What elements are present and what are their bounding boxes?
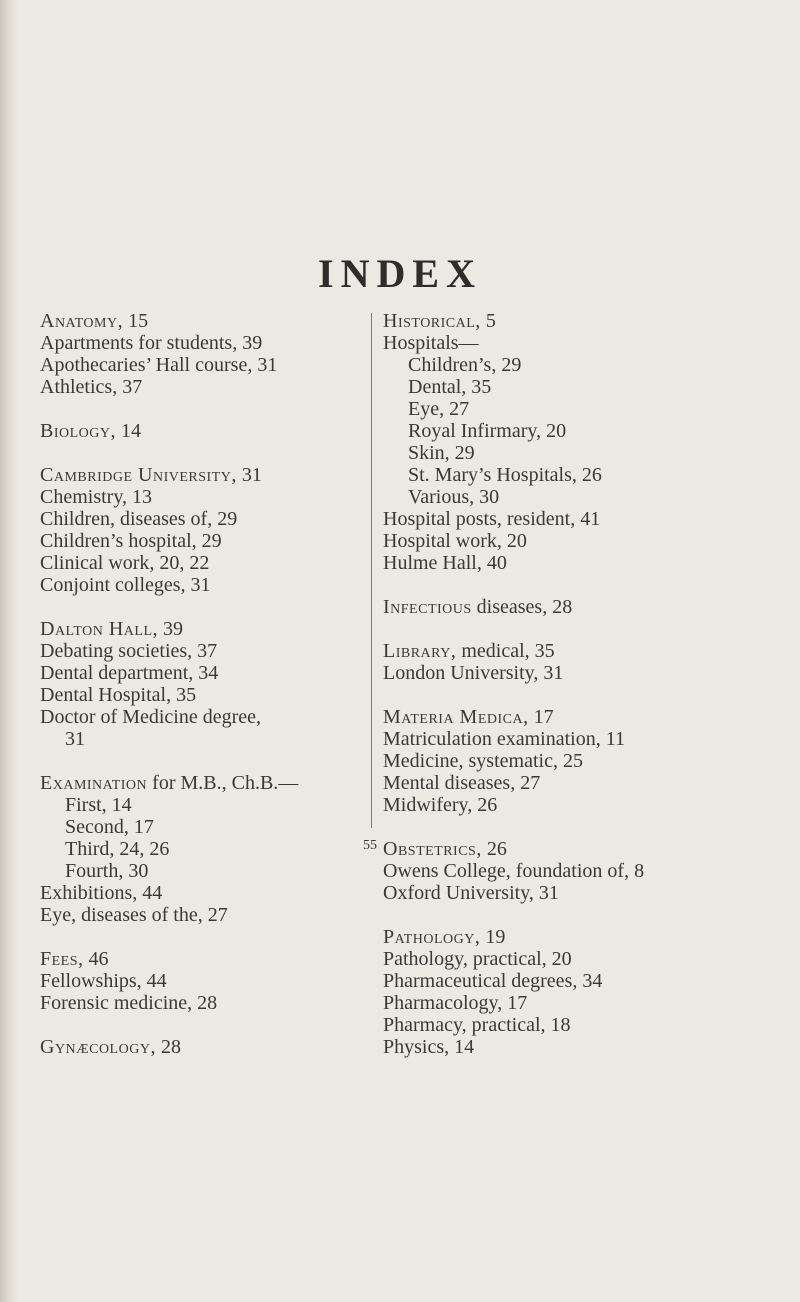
index-entry-text: diseases, 28 <box>471 596 573 618</box>
index-subentry <box>40 816 360 838</box>
index-section-gap <box>383 574 793 596</box>
index-entry-text: Hospital posts, resident, 41 <box>383 508 601 530</box>
index-section-gap <box>40 442 360 464</box>
index-letter-heading: Library, <box>383 640 457 662</box>
page-title: INDEX <box>318 251 482 296</box>
index-entry-text: Skin, 29 <box>408 442 475 464</box>
index-entry-text: London University, 31 <box>383 662 564 684</box>
index-entry <box>383 1014 793 1036</box>
index-entry <box>40 640 360 662</box>
index-entry-text: for M.B., Ch.B.— <box>147 772 299 794</box>
index-subentry <box>383 442 793 464</box>
index-subentry <box>383 376 793 398</box>
index-entry-text: 14 <box>116 420 141 442</box>
index-subentry <box>40 860 360 882</box>
index-entry-text: 31 <box>236 464 262 486</box>
index-entry-text: Medicine, systematic, 25 <box>383 750 583 772</box>
index-entry-text: medical, 35 <box>456 640 555 662</box>
index-entry <box>40 970 360 992</box>
index-letter-heading: Pathology, <box>383 926 481 948</box>
index-entry <box>40 882 360 904</box>
index-entry <box>383 332 793 354</box>
index-subentry <box>40 794 360 816</box>
index-entry <box>40 376 360 398</box>
index-entry-text: Exhibitions, 44 <box>40 882 163 904</box>
index-entry <box>383 794 793 816</box>
index-entry <box>383 640 793 662</box>
index-entry-text: Midwifery, 26 <box>383 794 498 816</box>
index-entry <box>383 508 793 530</box>
index-entry-text: Fourth, 30 <box>65 860 149 882</box>
index-entry-text: 15 <box>123 310 149 332</box>
index-section-gap <box>40 1014 360 1036</box>
index-entry <box>383 860 793 882</box>
index-entry-text: Second, 17 <box>65 816 154 838</box>
index-section-gap <box>383 816 793 838</box>
index-entry-text: Clinical work, 20, 22 <box>40 552 210 574</box>
index-letter-heading: Cambridge University, <box>40 464 237 486</box>
index-section-gap <box>40 596 360 618</box>
index-entry-text: Fellowships, 44 <box>40 970 167 992</box>
index-letter-heading: Anatomy, <box>40 310 124 332</box>
index-entry <box>383 838 793 860</box>
index-entry-text: 26 <box>481 838 507 860</box>
index-entry-text: Mental diseases, 27 <box>383 772 541 794</box>
index-entry-text: Owens College, foundation of, 8 <box>383 860 645 882</box>
index-subentry <box>383 354 793 376</box>
index-entry-text: 28 <box>155 1036 181 1058</box>
index-entry-text: St. Mary’s Hospitals, 26 <box>408 464 602 486</box>
index-entry-text: Dental department, 34 <box>40 662 219 684</box>
index-letter-heading: Dalton Hall, <box>40 618 158 640</box>
index-letter-heading: Materia Medica, <box>383 706 529 728</box>
index-entry <box>40 486 360 508</box>
index-section-gap <box>40 750 360 772</box>
index-entry <box>40 618 360 640</box>
index-entry-text: Royal Infirmary, 20 <box>408 420 567 442</box>
index-entry-text: Third, 24, 26 <box>65 838 170 860</box>
index-entry-text: Eye, diseases of the, 27 <box>40 904 228 926</box>
index-entry <box>383 948 793 970</box>
index-letter-heading: Gynæcology, <box>40 1036 156 1058</box>
index-subentry <box>40 838 360 860</box>
index-entry <box>40 1036 360 1058</box>
page-number: 55 <box>363 838 377 853</box>
index-entry-text: Pathology, practical, 20 <box>383 948 572 970</box>
index-section-gap <box>383 904 793 926</box>
index-entry-text: First, 14 <box>65 794 132 816</box>
index-entry <box>383 530 793 552</box>
index-entry-text: Athletics, 37 <box>40 376 143 398</box>
column-divider <box>371 313 372 828</box>
index-entry <box>383 882 793 904</box>
index-entry-text: Hulme Hall, 40 <box>383 552 507 574</box>
index-entry-text: Chemistry, 13 <box>40 486 153 508</box>
index-entry <box>40 684 360 706</box>
index-section-gap <box>40 398 360 420</box>
index-entry-text: Various, 30 <box>408 486 500 508</box>
index-entry <box>40 310 360 332</box>
index-section-gap <box>383 618 793 640</box>
index-entry <box>383 926 793 948</box>
index-entry <box>383 706 793 728</box>
index-letter-heading: Fees, <box>40 948 84 970</box>
index-entry-text: 31 <box>65 728 85 750</box>
index-entry-text: Children, diseases of, 29 <box>40 508 238 530</box>
index-entry <box>383 1036 793 1058</box>
index-entry <box>383 552 793 574</box>
index-column-left <box>40 310 360 1058</box>
index-letter-heading: Obstetrics, <box>383 838 482 860</box>
index-entry-text: Hospital work, 20 <box>383 530 527 552</box>
index-entry <box>40 464 360 486</box>
index-subentry <box>383 398 793 420</box>
index-entry-text: 46 <box>83 948 109 970</box>
index-letter-heading: Infectious <box>383 596 472 618</box>
index-entry-text: Apartments for students, 39 <box>40 332 263 354</box>
index-entry-text: Children’s hospital, 29 <box>40 530 222 552</box>
index-entry <box>40 948 360 970</box>
index-entry-text: Apothecaries’ Hall course, 31 <box>40 354 278 376</box>
index-entry-text: Conjoint colleges, 31 <box>40 574 211 596</box>
index-letter-heading: Biology, <box>40 420 116 442</box>
index-entry-text: Debating societies, 37 <box>40 640 218 662</box>
index-entry-text: Pharmaceutical degrees, 34 <box>383 970 603 992</box>
index-entry <box>383 750 793 772</box>
index-entry-text: Eye, 27 <box>408 398 470 420</box>
index-entry-text: Oxford University, 31 <box>383 882 559 904</box>
index-entry <box>40 992 360 1014</box>
index-entry-text: 39 <box>158 618 183 640</box>
index-letter-heading: Historical, <box>383 310 481 332</box>
index-entry-text: 17 <box>528 706 554 728</box>
index-entry <box>383 596 793 618</box>
index-entry <box>40 552 360 574</box>
index-section-gap <box>383 684 793 706</box>
index-subentry <box>40 728 360 750</box>
index-entry <box>383 970 793 992</box>
index-subentry <box>383 486 793 508</box>
index-entry <box>383 992 793 1014</box>
index-section-gap <box>40 926 360 948</box>
index-letter-heading: Examination <box>40 772 148 794</box>
page-binding-edge <box>0 0 18 1302</box>
index-entry-text: 19 <box>480 926 506 948</box>
index-entry <box>40 508 360 530</box>
index-entry <box>383 662 793 684</box>
index-entry <box>383 728 793 750</box>
index-subentry <box>383 420 793 442</box>
index-entry-text: Physics, 14 <box>383 1036 475 1058</box>
index-subentry <box>383 464 793 486</box>
index-entry-text: Children’s, 29 <box>408 354 522 376</box>
index-entry <box>40 904 360 926</box>
index-entry-text: Dental, 35 <box>408 376 492 398</box>
index-entry <box>40 354 360 376</box>
index-entry <box>40 530 360 552</box>
index-entry-text: Pharmacology, 17 <box>383 992 528 1014</box>
index-entry <box>40 420 360 442</box>
index-entry <box>40 706 360 728</box>
index-column-right <box>383 310 793 1058</box>
index-entry <box>383 310 793 332</box>
index-entry-text: Pharmacy, practical, 18 <box>383 1014 571 1036</box>
index-entry <box>40 772 360 794</box>
index-entry <box>40 574 360 596</box>
index-entry <box>40 662 360 684</box>
index-entry <box>383 772 793 794</box>
index-entry-text: Doctor of Medicine degree, <box>40 706 262 728</box>
index-entry-text: Matriculation examination, 11 <box>383 728 625 750</box>
index-entry-text: Hospitals— <box>383 332 479 354</box>
index-entry <box>40 332 360 354</box>
index-entry-text: Forensic medicine, 28 <box>40 992 218 1014</box>
index-entry-text: Dental Hospital, 35 <box>40 684 197 706</box>
index-entry-text: 5 <box>480 310 496 332</box>
